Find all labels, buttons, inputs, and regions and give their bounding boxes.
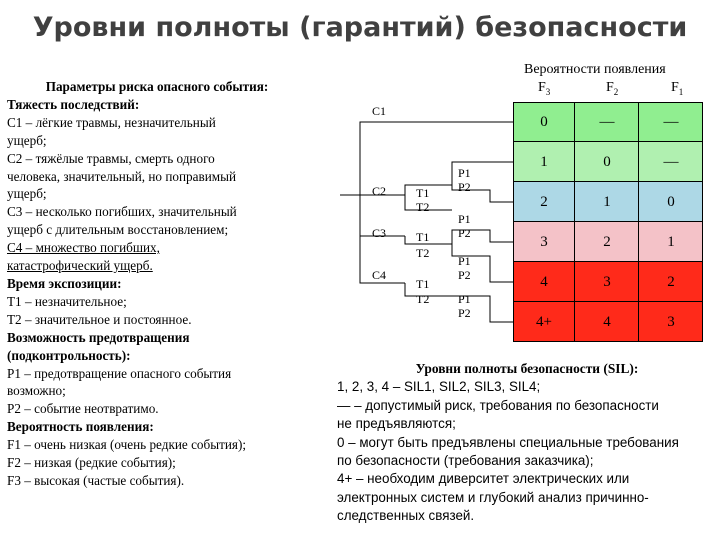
sil-3-f3: 2	[540, 194, 548, 210]
f1-line: F1 – очень низкая (очень редкие события);	[7, 437, 247, 453]
legend-line-3: не предъявляются;	[337, 416, 456, 432]
c1-line-2: ущерб;	[7, 132, 47, 148]
sil-1-f2: —	[599, 114, 615, 130]
column-f2-sub: 2	[613, 86, 619, 97]
legend-line-6: 4+ – необходим диверситет электрических или	[337, 471, 630, 487]
exposure-heading: Время экспозиции:	[7, 275, 122, 291]
c2-line-3: ущерб;	[7, 186, 47, 202]
label-p2-b: P2	[458, 226, 471, 240]
label-t1-b: T1	[416, 230, 430, 244]
column-f1-sub: 1	[678, 86, 684, 97]
column-f1-label: F	[671, 80, 679, 95]
prob-heading: Вероятность появления:	[7, 419, 154, 435]
label-t1-a: T1	[416, 186, 430, 200]
legend-line-1: 1, 2, 3, 4 – SIL1, SIL2, SIL3, SIL4;	[337, 379, 541, 395]
column-f3-label: F	[538, 80, 546, 95]
probability-heading: Вероятности появления	[524, 62, 666, 77]
label-p1-a: P1	[458, 166, 471, 180]
legend-title: Уровни полноты безопасности (SIL):	[415, 361, 639, 376]
sil-4-f2: 2	[603, 234, 611, 250]
c2-line-1: C2 – тяжёлые травмы, смерть одного	[7, 150, 215, 166]
label-p2-a: P2	[458, 180, 471, 194]
avoid-heading-2: (подконтрольность):	[7, 347, 131, 363]
sil-1-f1: —	[663, 114, 679, 130]
sil-2-f2: 0	[603, 154, 611, 170]
f2-line: F2 – низкая (редкие события);	[7, 455, 176, 471]
label-p1-b: P1	[458, 212, 471, 226]
p1-line-1: P1 – предотвращение опасного события	[7, 365, 232, 381]
sil-2-f3: 1	[540, 154, 548, 170]
sil-4-f3: 3	[540, 234, 548, 250]
p1-line-2: возможно;	[7, 383, 66, 399]
f3-line: F3 – высокая (частые события).	[7, 472, 185, 488]
label-c4: C4	[372, 268, 387, 282]
sil-5-f3: 4	[540, 274, 548, 290]
params-heading: Параметры риска опасного события:	[45, 79, 269, 94]
label-p2-c: P2	[458, 268, 471, 282]
column-f3-sub: 3	[545, 86, 551, 97]
label-t2-c: T2	[416, 292, 430, 306]
c3-line-2: ущерб с длительным восстановлением;	[7, 222, 229, 238]
label-c2: C2	[372, 184, 387, 198]
c4-line-1: C4 – множество погибших,	[7, 240, 160, 256]
avoid-heading-1: Возможность предотвращения	[7, 329, 190, 345]
label-p2-d: P2	[458, 306, 471, 320]
t1-line: T1 – незначительное;	[7, 293, 127, 309]
legend-line-4: 0 – могут быть предъявлены специальные требования	[337, 434, 679, 450]
sil-2-f1: —	[663, 154, 679, 170]
sil-4-f1: 1	[667, 234, 675, 250]
legend-line-2: — – допустимый риск, требования по безопасности	[337, 397, 659, 413]
sil-3-f2: 1	[603, 194, 611, 210]
label-p1-d: P1	[458, 292, 471, 306]
label-t2-a: T2	[416, 200, 430, 214]
c1-line-1: C1 – лёгкие травмы, незначительный	[7, 114, 216, 130]
t2-line: T2 – значительное и постоянное.	[7, 311, 192, 327]
sil-6-f3: 4+	[536, 314, 552, 330]
sil-5-f1: 2	[667, 274, 675, 290]
sil-6-f1: 3	[667, 314, 675, 330]
legend-line-5: по безопасности (требования заказчика);	[337, 453, 594, 469]
legend-line-7: электронных систем и глубокий анализ причинно-	[337, 489, 649, 505]
c4-line-2: катастрофический ущерб.	[7, 258, 153, 274]
c3-line-1: C3 – несколько погибших, значительный	[7, 204, 237, 220]
p2-line: P2 – событие неотвратимо.	[7, 401, 159, 417]
sil-5-f2: 3	[603, 274, 611, 290]
slide-title: Уровни полноты (гарантий) безопасности	[32, 12, 688, 43]
sil-6-f2: 4	[603, 314, 611, 330]
sil-1-f3: 0	[540, 114, 548, 130]
legend-line-8: следственных связей.	[337, 508, 475, 524]
label-t1-c: T1	[416, 277, 430, 291]
label-t2-b: T2	[416, 246, 430, 260]
label-c3: C3	[372, 226, 387, 240]
label-c1: C1	[372, 104, 387, 118]
c2-line-2: человека, значительный, но поправимый	[7, 168, 237, 184]
sil-3-f1: 0	[667, 194, 675, 210]
label-p1-c: P1	[458, 254, 471, 268]
severity-heading: Тяжесть последствий:	[7, 96, 140, 112]
sil-legend	[337, 360, 717, 526]
column-f2-label: F	[606, 80, 614, 95]
